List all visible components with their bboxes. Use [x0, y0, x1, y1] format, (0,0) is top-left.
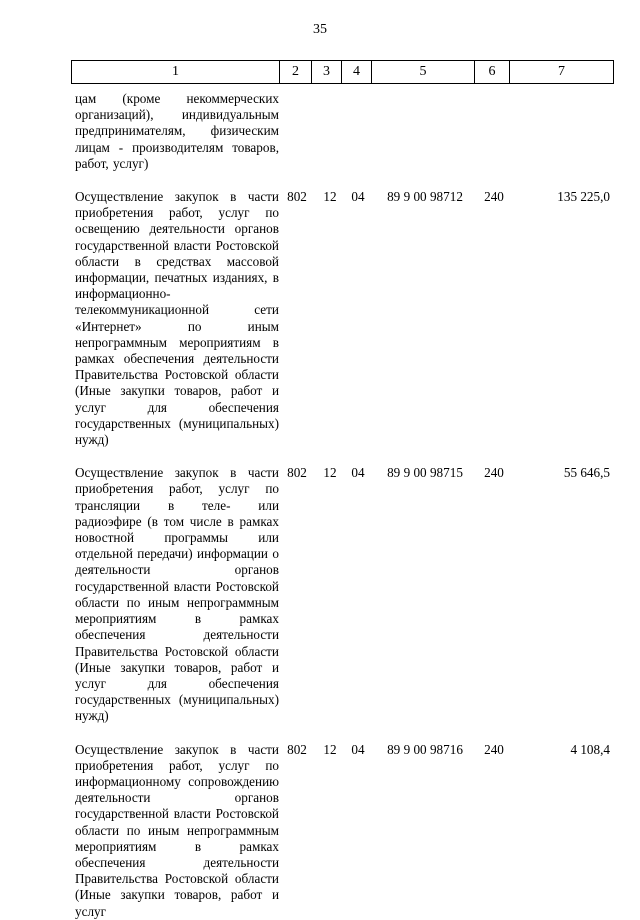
row-description: Осуществление закупок в части приобретения работ, услуг по трансляции в теле- или радиоэфире (в том числе в рамках новостной программы или отдельной передачи) информации о деятельности органов государственной власти Ростовской области по иным непрограммным мероприятиям в рамках обеспечения деятельности Правительства Ростовской области (Иные закупки товаров, работ и услуг для обеспечения государственных (муниципальных) нужд): [75, 465, 279, 724]
header-col-3: 3: [312, 61, 342, 84]
table-header: [71, 60, 614, 84]
row-description: цам (кроме некоммерческих организаций), индивидуальным предпринимателям, физическим лицам - производителям товаров, работ, услуг): [75, 91, 279, 171]
header-col-4: 4: [342, 61, 372, 84]
row-description: Осуществление закупок в части приобретения работ, услуг по информационному сопровождению деятельности органов государственной власти Ростовской области по иным непрограммным мероприятиям в рамках обеспечения деятельности Правительства Ростовской области (Иные закупки товаров, работ и услуг: [75, 741, 279, 919]
row-target-article: 89 9 00 98716: [387, 741, 463, 757]
row-section: 12: [323, 741, 337, 757]
row-ministry-code: 802: [287, 465, 307, 481]
header-col-7: 7: [510, 61, 614, 84]
row-amount: 135 225,0: [557, 189, 610, 205]
row-expense-type: 240: [484, 189, 504, 205]
table-row: [71, 742, 613, 920]
table-body: [71, 91, 613, 920]
row-description: Осуществление закупок в части приобретения работ, услуг по освещению деятельности органов государственной власти Ростовской области в средствах массовой информации, печатных изданиях, в информационно-телекоммуникационной сети «Интернет» по иным непрограммным мероприятиям в рамках обеспечения деятельности Правительства Ростовской области (Иные закупки товаров, работ и услуг для обеспечения государственных (муниципальных) нужд): [75, 189, 279, 448]
page-number: 35: [313, 22, 327, 37]
row-section: 12: [323, 465, 337, 481]
row-amount: 4 108,4: [570, 741, 610, 757]
row-subsection: 04: [351, 189, 365, 205]
row-ministry-code: 802: [287, 189, 307, 205]
row-subsection: 04: [351, 465, 365, 481]
row-subsection: 04: [351, 741, 365, 757]
table-row: [71, 465, 613, 724]
row-expense-type: 240: [484, 741, 504, 757]
table-row: [71, 189, 613, 448]
header-col-2: 2: [280, 61, 312, 84]
row-target-article: 89 9 00 98712: [387, 189, 463, 205]
table-row: [71, 91, 613, 172]
row-expense-type: 240: [484, 465, 504, 481]
header-col-5: 5: [372, 61, 475, 84]
row-amount: 55 646,5: [563, 465, 610, 481]
row-section: 12: [323, 189, 337, 205]
header-col-6: 6: [475, 61, 510, 84]
row-target-article: 89 9 00 98715: [387, 465, 463, 481]
header-col-1: 1: [72, 61, 280, 84]
row-ministry-code: 802: [287, 741, 307, 757]
